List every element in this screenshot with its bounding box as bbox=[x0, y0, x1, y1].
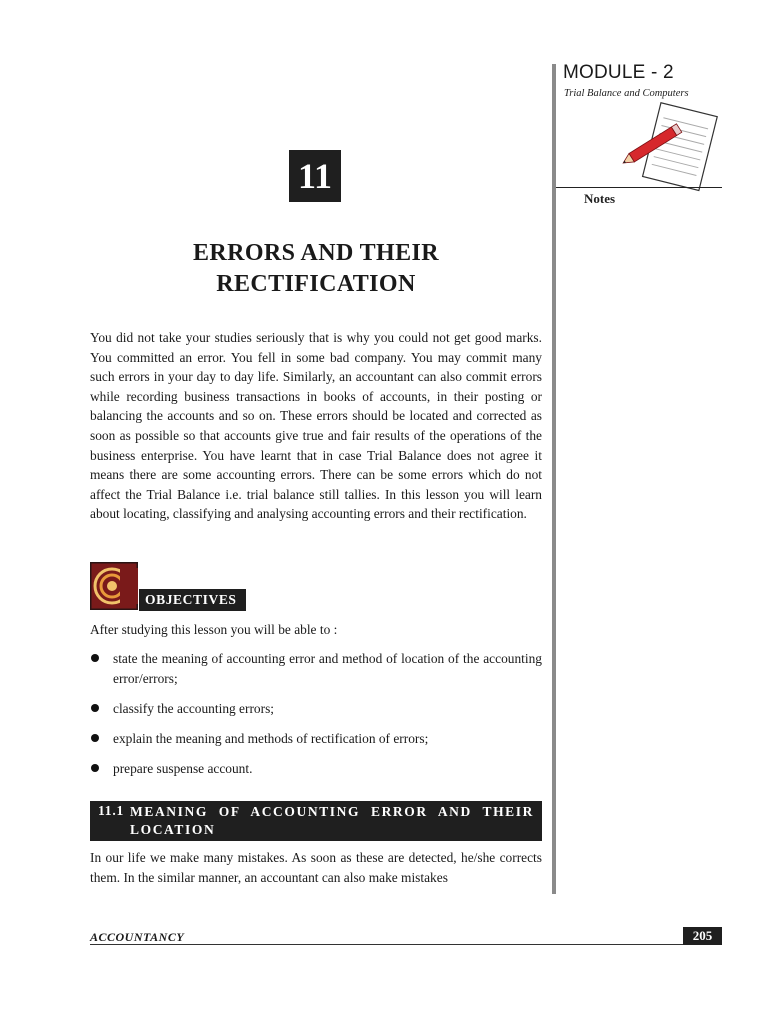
page-number: 205 bbox=[683, 927, 722, 945]
objectives-intro: After studying this lesson you will be able to : bbox=[90, 622, 338, 637]
objectives-label: OBJECTIVES bbox=[139, 589, 246, 611]
section-heading bbox=[90, 801, 542, 841]
objective-text: state the meaning of accounting error and method of location of the accounting error/errors; bbox=[113, 651, 542, 686]
chapter-title-line-1: ERRORS AND THEIR bbox=[192, 240, 439, 266]
module-title: MODULE - 2 bbox=[563, 62, 674, 83]
list-item bbox=[90, 729, 542, 749]
notepad-pencil-icon bbox=[622, 100, 722, 200]
objective-text: explain the meaning and methods of rectification of errors; bbox=[113, 730, 429, 746]
section-title: MEANING OF ACCOUNTING ERROR AND THEIR LOCATION bbox=[130, 804, 534, 837]
module-subtitle: Trial Balance and Computers bbox=[564, 88, 689, 99]
objective-text: classify the accounting errors; bbox=[113, 700, 275, 716]
footer-subject: ACCOUNTANCY bbox=[90, 930, 185, 944]
intro-paragraph: You did not take your studies seriously that is why you could not get good marks. You committed an error. You fell in some bad company. You may commit many such errors in your day to day life. Similarly, an accountant can also commit errors while recording business transactions in books of accounts, in their posting or balancing the accounts and so on. These errors should be located and corrected as soon as possible so that accounts give true and fair results of the operations of the business enterprise. You have learnt that in case Trial Balance does not agree it means there are some accounting errors. There can be some errors which do not affect the Trial Balance i.e. trial balance still tallies. In this lesson you will learn about locating, classifying and analysing accounting errors and their rectification. bbox=[90, 330, 542, 522]
section-number: 11.1 bbox=[98, 803, 125, 818]
section-paragraph: In our life we make many mistakes. As soon as these are detected, he/she corrects them. In the similar manner, an accountant can also make mistakes bbox=[90, 850, 542, 885]
target-icon bbox=[90, 562, 138, 610]
chapter-number: 11 bbox=[289, 150, 341, 202]
list-item bbox=[90, 699, 542, 719]
bullet-icon bbox=[91, 764, 99, 772]
bullet-icon bbox=[91, 734, 99, 742]
footer-rule bbox=[90, 944, 722, 945]
list-item bbox=[90, 759, 542, 779]
chapter-title-line-2: RECTIFICATION bbox=[216, 271, 416, 297]
bullet-icon bbox=[91, 704, 99, 712]
bullet-icon bbox=[91, 654, 99, 662]
margin-divider bbox=[552, 64, 556, 894]
objective-text: prepare suspense account. bbox=[113, 760, 253, 776]
notes-rule bbox=[556, 187, 722, 188]
notes-label: Notes bbox=[584, 191, 616, 206]
objectives-list bbox=[90, 649, 542, 789]
list-item bbox=[90, 649, 542, 688]
chapter-title bbox=[90, 238, 542, 300]
